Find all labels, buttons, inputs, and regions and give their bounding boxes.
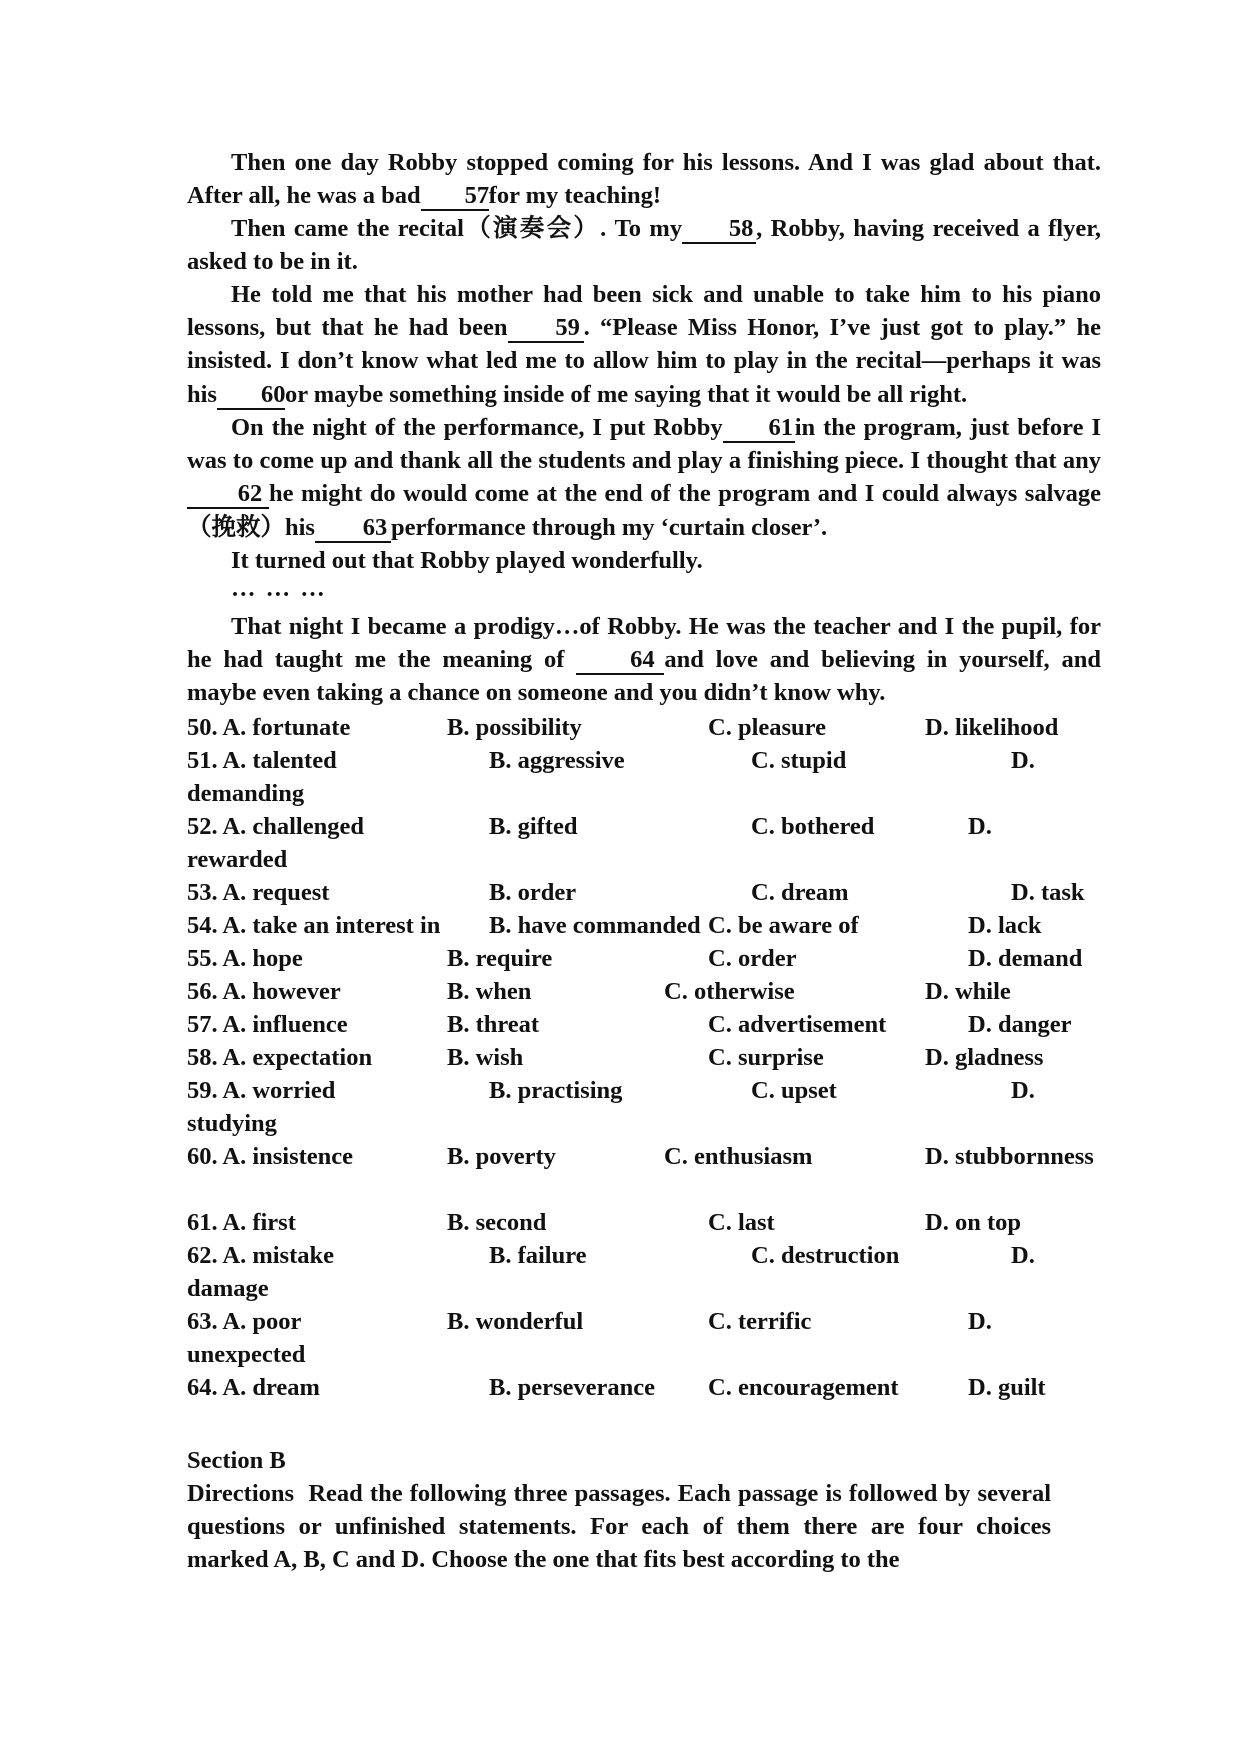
paragraph-text: On the night of the performance, I put Robby xyxy=(231,414,723,441)
question-59-option-a[interactable]: 59. A. worried xyxy=(187,1077,336,1104)
question-55-option-d[interactable]: D. demand xyxy=(968,945,1083,972)
paragraph-text: in the program, just before I was to come up and thank all the students and play a finishing piece. I thought that any xyxy=(187,414,1101,475)
question-54-option-b[interactable]: B. have commanded xyxy=(489,912,701,939)
question-52-option-d[interactable]: D. xyxy=(968,813,992,840)
question-51-option-d-wrapped-text: demanding xyxy=(187,780,305,807)
question-58-option-c[interactable]: C. surprise xyxy=(708,1044,824,1071)
blank-58[interactable]: 58 xyxy=(682,216,756,244)
paragraph-text: performance through my ‘curtain closer’. xyxy=(390,513,828,541)
question-64-option-a[interactable]: 64. A. dream xyxy=(187,1374,320,1401)
passage-paragraph-1 xyxy=(187,146,1101,212)
question-58-option-d[interactable]: D. gladness xyxy=(925,1044,1044,1071)
question-53-option-b[interactable]: B. order xyxy=(489,879,577,906)
question-50-option-b[interactable]: B. possibility xyxy=(447,714,582,741)
question-50-option-c[interactable]: C. pleasure xyxy=(708,714,826,741)
blank-57[interactable]: 57 xyxy=(421,183,489,211)
question-53-option-a[interactable]: 53. A. request xyxy=(187,879,330,906)
question-62-option-c[interactable]: C. destruction xyxy=(751,1242,900,1269)
question-61-option-d[interactable]: D. on top xyxy=(925,1209,1021,1236)
question-50-option-d[interactable]: D. likelihood xyxy=(925,714,1059,741)
passage-paragraph-6 xyxy=(187,610,1101,710)
question-56-option-d[interactable]: D. while xyxy=(925,978,1011,1005)
question-52-option-c[interactable]: C. bothered xyxy=(751,813,875,840)
question-54-option-a[interactable]: 54. A. take an interest in xyxy=(187,912,441,939)
question-56-option-b[interactable]: B. when xyxy=(447,978,532,1005)
question-57-option-c[interactable]: C. advertisement xyxy=(708,1011,887,1038)
question-64-option-c[interactable]: C. encouragement xyxy=(708,1374,899,1401)
question-52-option-d-wrapped-text: rewarded xyxy=(187,846,288,873)
passage-paragraph-3 xyxy=(187,278,1101,411)
question-57-option-b[interactable]: B. threat xyxy=(447,1011,540,1038)
question-55-option-c[interactable]: C. order xyxy=(708,945,797,972)
question-60-option-a[interactable]: 60. A. insistence xyxy=(187,1143,354,1170)
question-63-option-d[interactable]: D. xyxy=(968,1308,992,1335)
question-55-option-b[interactable]: B. require xyxy=(447,945,553,972)
question-61-option-c[interactable]: C. last xyxy=(708,1209,775,1236)
question-62-option-a[interactable]: 62. A. mistake xyxy=(187,1242,334,1269)
question-51-option-c[interactable]: C. stupid xyxy=(751,747,847,774)
question-62-option-d-wrapped-text: damage xyxy=(187,1275,269,1302)
question-57-option-d[interactable]: D. danger xyxy=(968,1011,1072,1038)
paragraph-text: Then came the recital（演奏会）. To my xyxy=(231,215,683,242)
question-63-option-a[interactable]: 63. A. poor xyxy=(187,1308,302,1335)
question-51-option-a[interactable]: 51. A. talented xyxy=(187,747,337,774)
question-59-option-d-wrapped-text: studying xyxy=(187,1110,277,1137)
question-54-option-c[interactable]: C. be aware of xyxy=(708,912,859,939)
question-53-option-c[interactable]: C. dream xyxy=(751,879,849,906)
question-62-option-d[interactable]: D. xyxy=(1011,1242,1035,1269)
question-61-option-b[interactable]: B. second xyxy=(447,1209,547,1236)
paragraph-text: , Robby, having received a flyer, asked to be in it. xyxy=(187,215,1101,276)
paragraph-text: He told me that his mother had been sick and unable to take him to his piano lessons, but that he had been xyxy=(187,281,1101,342)
question-52-option-b[interactable]: B. gifted xyxy=(489,813,578,840)
blank-64[interactable]: 64 xyxy=(576,647,664,675)
question-57-option-a[interactable]: 57. A. influence xyxy=(187,1011,348,1038)
paragraph-text: and love and believing in yourself, and maybe even taking a chance on someone and you didn’t know why. xyxy=(187,646,1102,707)
question-55-option-a[interactable]: 55. A. hope xyxy=(187,945,303,972)
question-60-option-d[interactable]: D. stubbornness xyxy=(925,1143,1094,1170)
blank-61[interactable]: 61 xyxy=(723,415,795,443)
question-51-option-d[interactable]: D. xyxy=(1011,747,1035,774)
ellipsis: … … … xyxy=(231,575,327,602)
directions-text: Read the following three passages. Each passage is followed by several questions or unfinished statements. For each of them there are four choices marked A, B, C and D. Choose the one that fits best according to the xyxy=(187,1480,1051,1574)
passage-paragraph-4 xyxy=(187,411,1101,544)
question-56-option-c[interactable]: C. otherwise xyxy=(664,978,795,1005)
question-53-option-d[interactable]: D. task xyxy=(1011,879,1085,906)
paragraph-text: . “Please Miss Honor, I’ve just got to play.” he insisted. I don’t know what led me to allow him to play in the recital—perhaps it was his xyxy=(187,314,1101,408)
question-59-option-c[interactable]: C. upset xyxy=(751,1077,837,1104)
question-64-option-d[interactable]: D. guilt xyxy=(968,1374,1046,1401)
question-59-option-d[interactable]: D. xyxy=(1011,1077,1035,1104)
directions-label: Directions xyxy=(187,1480,295,1507)
question-52-option-a[interactable]: 52. A. challenged xyxy=(187,813,364,840)
question-59-option-b[interactable]: B. practising xyxy=(489,1077,623,1104)
question-51-option-b[interactable]: B. aggressive xyxy=(489,747,625,774)
section-b-directions xyxy=(187,1477,1051,1577)
question-58-option-b[interactable]: B. wish xyxy=(447,1044,524,1071)
section-b-title: Section B xyxy=(187,1447,286,1474)
paragraph-text: That night I became a prodigy…of Robby. He was the teacher and I the pupil, for he had taught me the meaning of xyxy=(187,613,1101,674)
question-60-option-b[interactable]: B. poverty xyxy=(447,1143,556,1170)
question-64-option-b[interactable]: B. perseverance xyxy=(489,1374,655,1401)
question-58-option-a[interactable]: 58. A. expectation xyxy=(187,1044,373,1071)
question-61-option-a[interactable]: 61. A. first xyxy=(187,1209,296,1236)
blank-59[interactable]: 59 xyxy=(508,315,584,343)
paragraph-text: for my teaching! xyxy=(488,182,662,210)
blank-60[interactable]: 60 xyxy=(217,382,285,410)
question-63-option-b[interactable]: B. wonderful xyxy=(447,1308,584,1335)
paragraph-text: or maybe something inside of me saying that it would be all right. xyxy=(284,380,968,408)
paragraph-text: Then one day Robby stopped coming for his lessons. And I was glad about that. After all, he was a bad xyxy=(187,149,1101,210)
question-63-option-d-wrapped-text: unexpected xyxy=(187,1341,306,1368)
question-62-option-b[interactable]: B. failure xyxy=(489,1242,587,1269)
blank-62[interactable]: 62 xyxy=(187,481,269,509)
passage-paragraph-5: It turned out that Robby played wonderfully. xyxy=(231,547,703,574)
question-60-option-c[interactable]: C. enthusiasm xyxy=(664,1143,813,1170)
question-56-option-a[interactable]: 56. A. however xyxy=(187,978,341,1005)
blank-63[interactable]: 63 xyxy=(315,515,391,543)
passage-paragraph-2 xyxy=(187,212,1101,278)
question-54-option-d[interactable]: D. lack xyxy=(968,912,1042,939)
question-63-option-c[interactable]: C. terrific xyxy=(708,1308,812,1335)
question-50-option-a[interactable]: 50. A. fortunate xyxy=(187,714,351,741)
paragraph-text: he might do would come at the end of the program and I could always salvage（挽救）his xyxy=(187,480,1101,541)
